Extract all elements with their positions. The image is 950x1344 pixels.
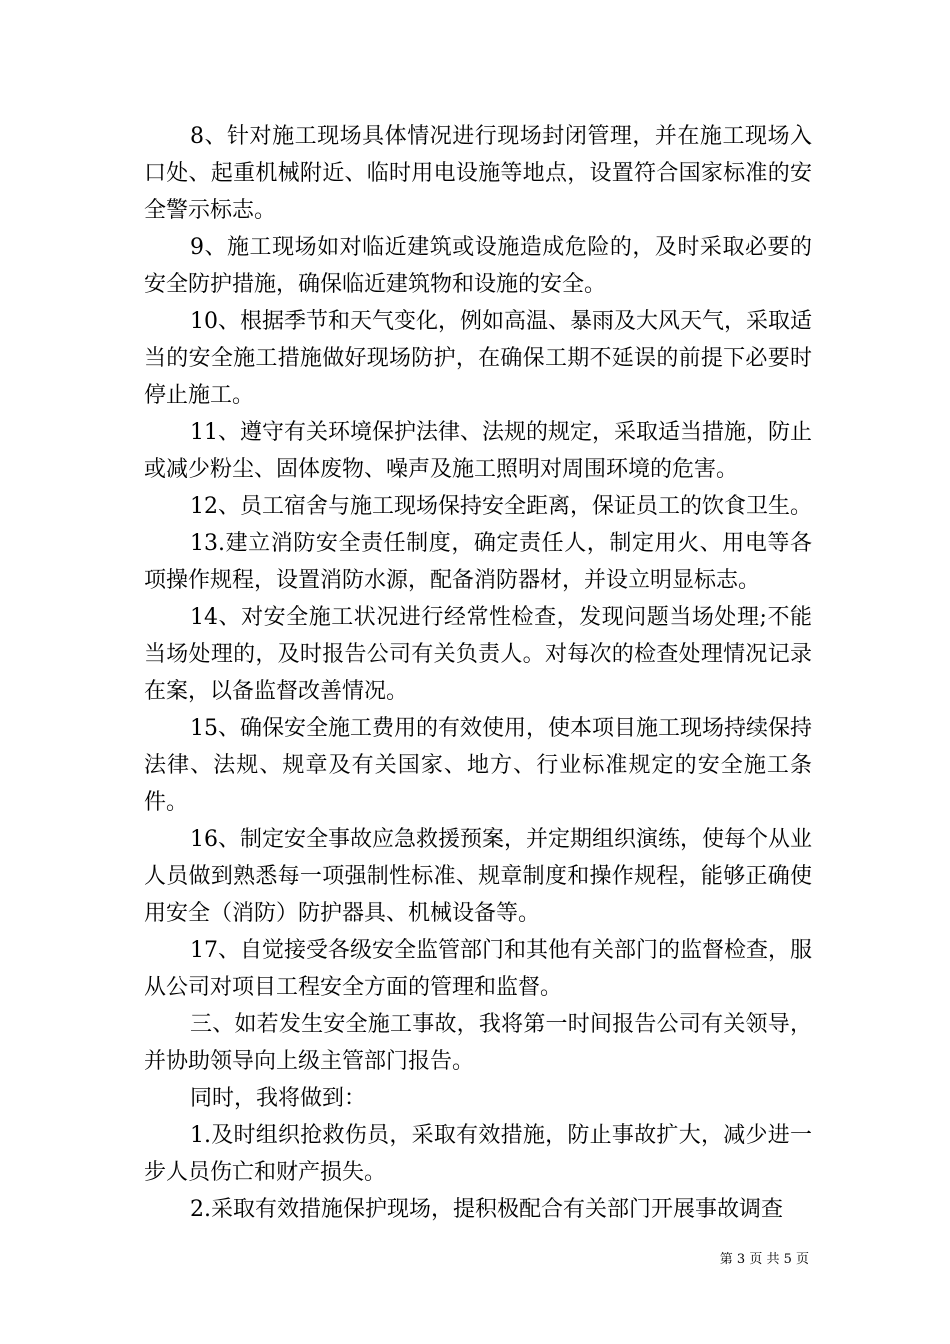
paragraph-item-10: 10、根据季节和天气变化，例如高温、暴雨及大风天气，采取适当的安全施工措施做好现场防护，在确保工期不延误的前提下必要时停止施工。 xyxy=(144,309,812,408)
paragraph-item-11: 11、遵守有关环境保护法律、法规的规定，采取适当措施，防止或减少粉尘、固体废物、噪声及施工照明对周围环境的危害。 xyxy=(144,420,812,482)
paragraph-item-15: 15、确保安全施工费用的有效使用，使本项目施工现场持续保持法律、法规、规章及有关国家、地方、行业标准规定的安全施工条件。 xyxy=(144,716,812,815)
section-three-paragraph: 三、如若发生安全施工事故，我将第一时间报告公司有关领导，并协助领导向上级主管部门报告。 xyxy=(144,1012,812,1074)
paragraph-item-9: 9、施工现场如对临近建筑或设施造成危险的，及时采取必要的安全防护措施，确保临近建筑物和设施的安全。 xyxy=(144,235,812,297)
paragraph-item-12: 12、员工宿舍与施工现场保持安全距离，保证员工的饮食卫生。 xyxy=(190,494,812,519)
document-body xyxy=(144,118,812,1228)
paragraph-item-17: 17、自觉接受各级安全监管部门和其他有关部门的监督检查，服从公司对项目工程安全方面的管理和监督。 xyxy=(144,938,812,1000)
paragraph-item-16: 16、制定安全事故应急救援预案，并定期组织演练，使每个从业人员做到熟悉每一项强制性标准、规章制度和操作规程，能够正确使用安全（消防）防护器具、机械设备等。 xyxy=(144,827,812,926)
paragraph-item-13: 13.建立消防安全责任制度，确定责任人，制定用火、用电等各项操作规程，设置消防水源，配备消防器材，并设立明显标志。 xyxy=(144,531,812,593)
page-footer xyxy=(0,1248,950,1267)
paragraph-item-14: 14、对安全施工状况进行经常性检查，发现问题当场处理;不能当场处理的，及时报告公司有关负责人。对每次的检查处理情况记录在案，以备监督改善情况。 xyxy=(144,605,812,704)
meanwhile-paragraph: 同时，我将做到： xyxy=(190,1086,367,1111)
emergency-step-1: 1.及时组织抢救伤员，采取有效措施，防止事故扩大，减少进一步人员伤亡和财产损失。 xyxy=(144,1123,812,1185)
page-number: 第 3 页 共 5 页 xyxy=(719,1252,809,1267)
paragraph-item-8: 8、针对施工现场具体情况进行现场封闭管理，并在施工现场入口处、起重机械附近、临时用电设施等地点，设置符合国家标准的安全警示标志。 xyxy=(144,124,812,223)
emergency-step-2: 2.采取有效措施保护现场，提积极配合有关部门开展事故调查 xyxy=(190,1197,783,1222)
